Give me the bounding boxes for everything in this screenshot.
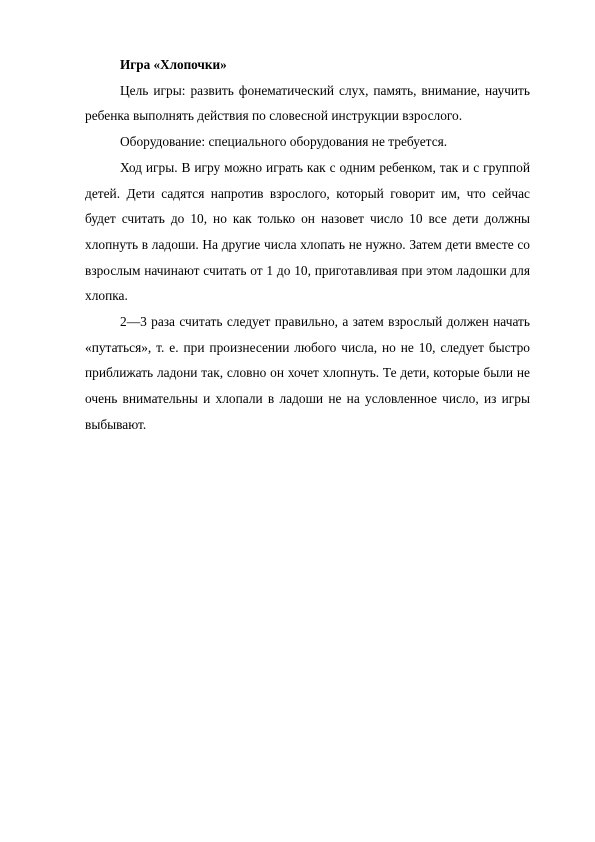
goal-paragraph (85, 78, 530, 129)
progress-lead: Ход (120, 159, 142, 175)
progress-text: игры. В игру можно играть как с одним ребенком, так и с группой детей. Дети садятся напротив взрослого, который говорит им, что сейчас будет считать до 10, но как только он назовет число 10 все дети должны хлопнуть в ладоши. На другие числа хлопать не нужно. Затем дети вместе со взрослым начинают считать от 1 до 10, приготавливая при этом ладошки для хлопка. (85, 159, 530, 304)
rules-paragraph: 2—3 раза считать следует правильно, а затем взрослый должен начать «путаться», т. е. при произнесении любого числа, но не 10, следует быстро приближать ладони так, словно он хочет хлопнуть. Те дети, которые были не очень внимательны и хлопали в ладоши не на условленное число, из игры выбывают. (85, 314, 530, 432)
document-title: Игра «Хлопочки» (120, 57, 227, 72)
equipment-paragraph: Оборудование: специального оборудования не требуется. (120, 134, 448, 150)
document-page (85, 52, 530, 438)
progress-paragraph (85, 155, 530, 309)
goal-text: игры: развить фонематический слух, память, внимание, научить ребенка выполнять действия по словесной инструкции взрослого. (85, 82, 530, 124)
goal-lead: Цель (120, 82, 149, 98)
